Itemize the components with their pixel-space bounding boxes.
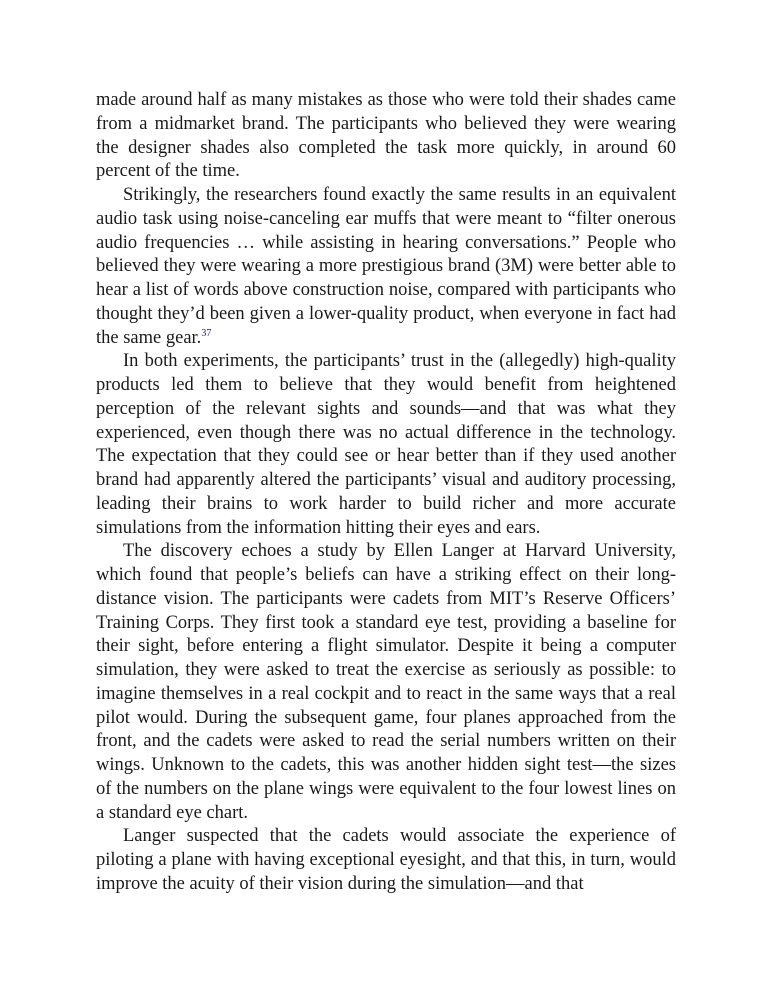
paragraph-4-text: The discovery echoes a study by Ellen Langer at Harvard University, which found that people’s beliefs can have a striking effect on their long-distance vision. The participants were cadets from MIT’s Reserve Officers’ Training Corps. They first took a standard eye test, providing a baseline for their sight, before entering a flight simulator. Despite it being a computer simulation, they were asked to treat the exercise as seriously as possible: to imagine themselves in a real cockpit and to react in the same ways that a real pilot would. During the subsequent game, four planes approached from the front, and the cadets were asked to read the serial numbers written on their wings. Unknown to the cadets, this was another hidden sight test—the sizes of the numbers on the plane wings were equivalent to the four lowest lines on a standard eye chart.: [96, 541, 676, 823]
page-body: [96, 89, 676, 897]
paragraph-5: [96, 825, 676, 896]
paragraph-5-text: Langer suspected that the cadets would associate the experience of piloting a plane with having exceptional eyesight, and that this, in turn, would improve the acuity of their vision during the simulation—and that: [96, 826, 676, 894]
paragraph-2: [96, 184, 676, 350]
paragraph-1: [96, 89, 676, 184]
footnote-marker-37[interactable]: 37: [201, 327, 212, 339]
paragraph-4: [96, 540, 676, 825]
paragraph-3: [96, 350, 676, 540]
paragraph-2-text: Strikingly, the researchers found exactly the same results in an equivalent audio task using noise-canceling ear muffs that were meant to “filter onerous audio frequencies … while assisting in hearing conversations.” People who believed they were wearing a more prestigious brand (3M) were better able to hear a list of words above construction noise, compared with participants who thought they’d been given a lower-quality product, when everyone in fact had the same gear.: [96, 185, 676, 348]
paragraph-3-text: In both experiments, the participants’ trust in the (allegedly) high-quality products led them to believe that they would benefit from heightened perception of the relevant sights and sounds—and that was what they experienced, even though there was no actual difference in the technology. The expectation that they could see or hear better than if they used another brand had apparently altered the participants’ visual and auditory processing, leading their brains to work harder to build richer and more accurate simulations from the information hitting their eyes and ears.: [96, 351, 676, 538]
paragraph-1-text: made around half as many mistakes as those who were told their shades came from a midmarket brand. The participants who believed they were wearing the designer shades also completed the task more quickly, in around 60 percent of the time.: [96, 90, 676, 182]
